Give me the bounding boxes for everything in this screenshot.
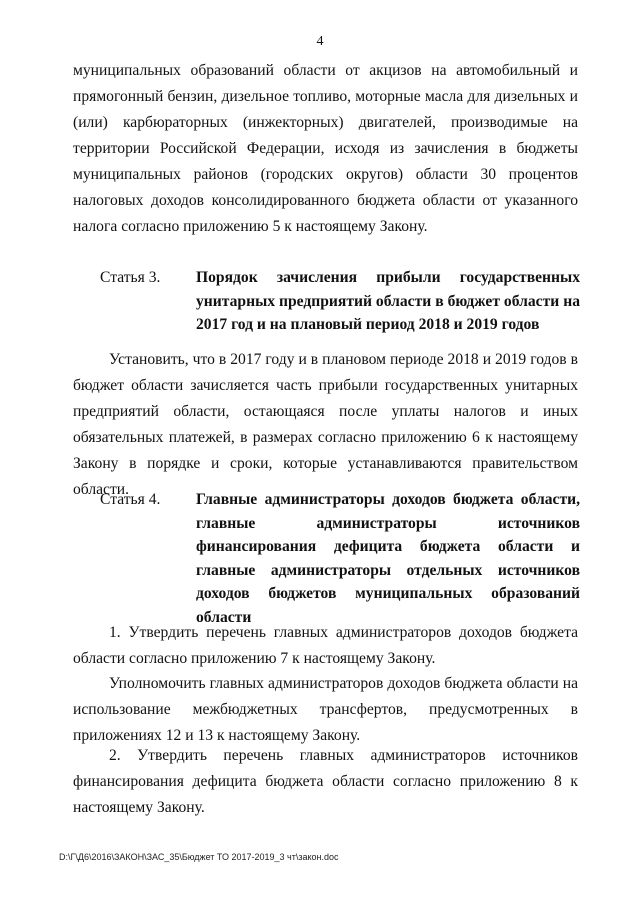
article-4 bbox=[100, 488, 580, 629]
article-4-heading: Главные администраторы доходов бюджета области, главные администраторы источников финансирования дефицита бюджета области и главные администраторы отдельных источников доходов бюджетов муниципальных образований области bbox=[196, 491, 580, 626]
paragraph-item-2: 2. Утвердить перечень главных администраторов источников финансирования дефицита бюджета области согласно приложению 8 к настоящему Закону. bbox=[73, 747, 578, 816]
paragraph-item-1: 1. Утвердить перечень главных администраторов доходов бюджета области согласно приложению 7 к настоящему Закону. bbox=[73, 624, 578, 667]
article-4-label: Статья 4. bbox=[100, 491, 161, 508]
paragraph-profit: Установить, что в 2017 году и в плановом периоде 2018 и 2019 годов в бюджет области зачисляется часть прибыли государственных унитарных предприятий области, остающаяся после уплаты налогов и иных обязательных платежей, в размерах согласно приложению 6 к настоящему Закону в порядке и сроки, которые устанавливаются правительством области. bbox=[73, 351, 578, 498]
paragraph-acciz: муниципальных образований области от акцизов на автомобильный и прямогонный бензин, дизельное топливо, моторные масла для дизельных и (или) карбюраторных (инжекторных) двигателей, производимые на территории Российской Федерации, исходя из зачисления в бюджеты муниципальных районов (городских округов) области 30 процентов налоговых доходов консолидированного бюджета области от указанного налога согласно приложению 5 к настоящему Закону. bbox=[73, 62, 578, 235]
page-number: 4 bbox=[316, 34, 324, 49]
article-3-heading: Порядок зачисления прибыли государственных унитарных предприятий области в бюджет области на 2017 год и на плановый период 2018 и 2019 годов bbox=[196, 269, 580, 333]
paragraph-authorize: Уполномочить главных администраторов доходов бюджета области на использование межбюджетных трансфертов, предусмотренных в приложениях 12 и 13 к настоящему Закону. bbox=[73, 675, 578, 744]
file-path-footer: D:\Г\Д6\2016\ЗАКОН\ЗАС_35\Бюджет ТО 2017-2019_3 чт\закон.doc bbox=[59, 852, 339, 862]
article-3 bbox=[100, 266, 580, 337]
article-3-label: Статья 3. bbox=[100, 269, 161, 286]
